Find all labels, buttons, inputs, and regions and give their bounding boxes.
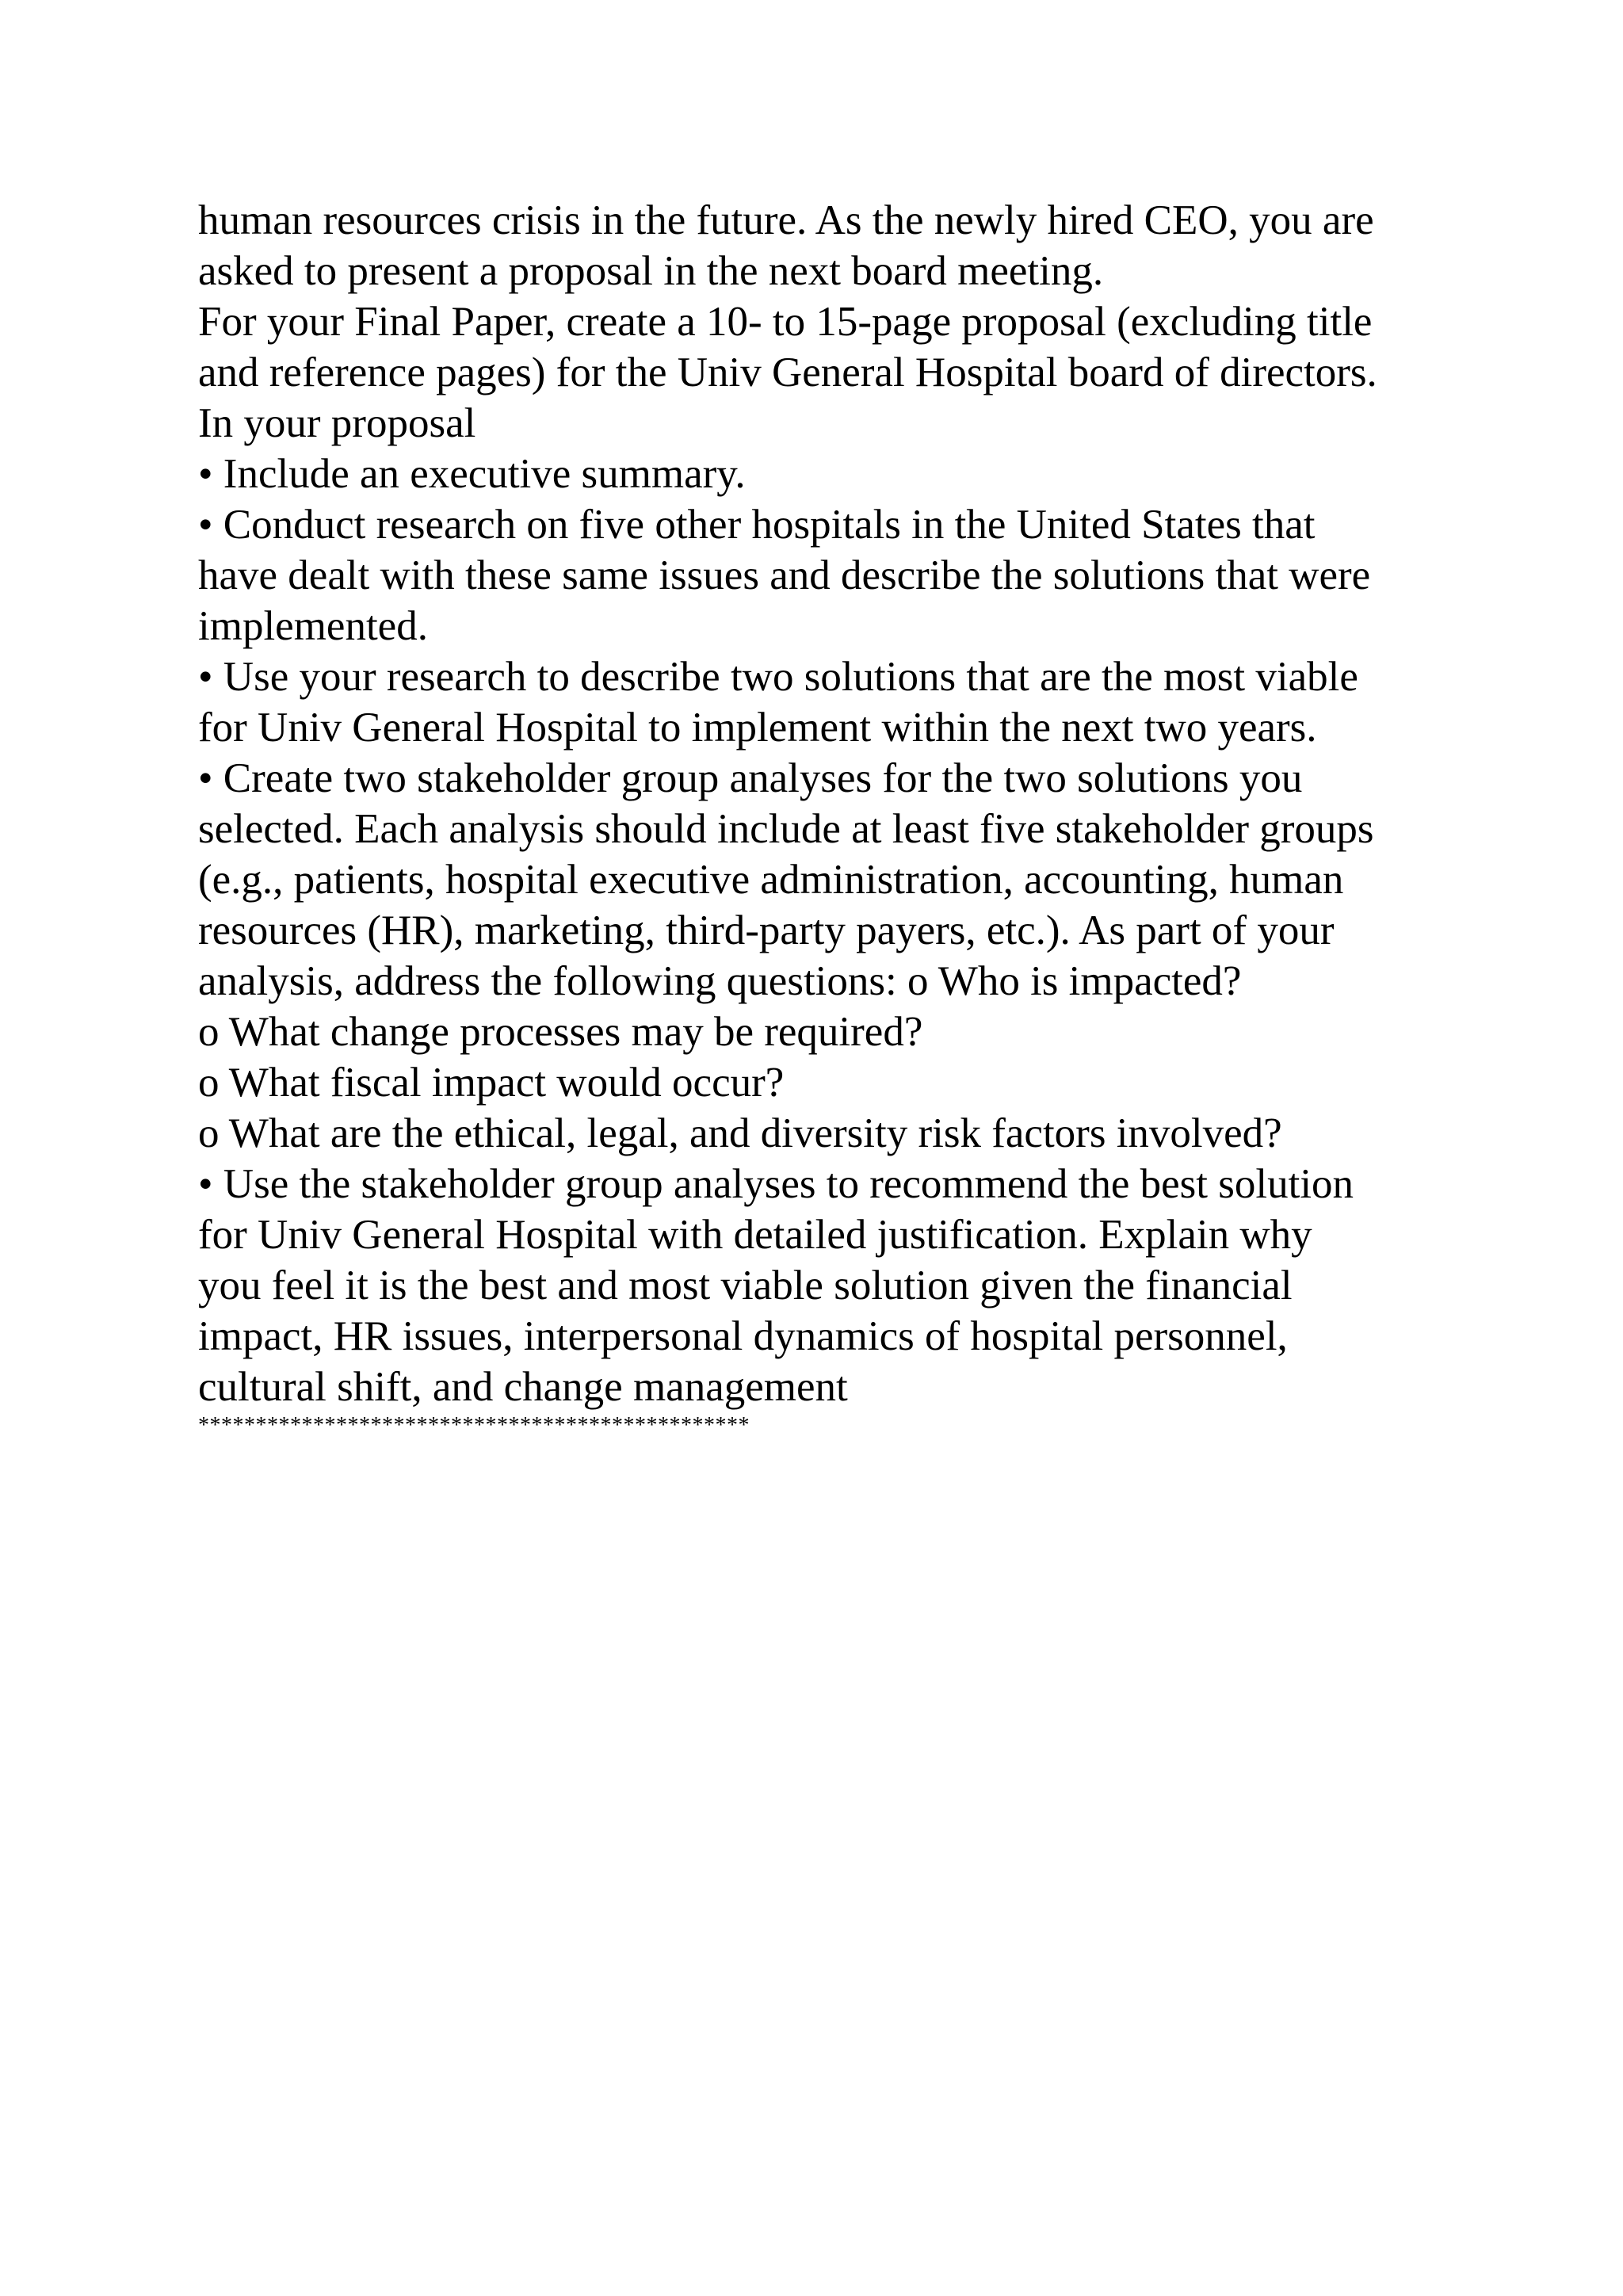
bullet-item: • Create two stakeholder group analyses for the two solutions you — [198, 755, 1303, 801]
text-line: for Univ General Hospital to implement within the next two years. — [198, 705, 1317, 751]
text-line: and reference pages) for the Univ General Hospital board of directors. — [198, 350, 1377, 395]
text-line: In your proposal — [198, 400, 476, 446]
text-line: asked to present a proposal in the next board meeting. — [198, 248, 1104, 294]
bullet-item: • Conduct research on five other hospitals in the United States that — [198, 502, 1316, 548]
text-line: (e.g., patients, hospital executive administration, accounting, human — [198, 857, 1344, 903]
text-line: resources (HR), marketing, third-party payers, etc.). As part of your — [198, 907, 1335, 953]
text-line: for Univ General Hospital with detailed justification. Explain why — [198, 1212, 1312, 1258]
bullet-item: • Use your research to describe two solutions that are the most viable — [198, 654, 1358, 700]
text-line: human resources crisis in the future. As the newly hired CEO, you are — [198, 197, 1374, 243]
text-line: you feel it is the best and most viable solution given the financial — [198, 1263, 1293, 1308]
sub-item: o What are the ethical, legal, and diversity risk factors involved? — [198, 1110, 1282, 1156]
sub-item: o What fiscal impact would occur? — [198, 1060, 785, 1106]
bullet-item: • Use the stakeholder group analyses to recommend the best solution — [198, 1161, 1354, 1207]
asterisk-separator: ************************************************ — [198, 1413, 750, 1438]
bullet-item: • Include an executive summary. — [198, 451, 746, 497]
sub-item: o What change processes may be required? — [198, 1009, 923, 1055]
text-line: have dealt with these same issues and describe the solutions that were — [198, 552, 1371, 598]
text-line: impact, HR issues, interpersonal dynamics of hospital personnel, — [198, 1313, 1288, 1359]
document-body — [198, 195, 1466, 1438]
text-line: analysis, address the following questions: o Who is impacted? — [198, 958, 1242, 1004]
text-line: implemented. — [198, 603, 428, 649]
text-line: For your Final Paper, create a 10- to 15-page proposal (excluding title — [198, 299, 1373, 345]
text-line: cultural shift, and change management — [198, 1364, 848, 1410]
text-line: selected. Each analysis should include at least five stakeholder groups — [198, 806, 1374, 852]
